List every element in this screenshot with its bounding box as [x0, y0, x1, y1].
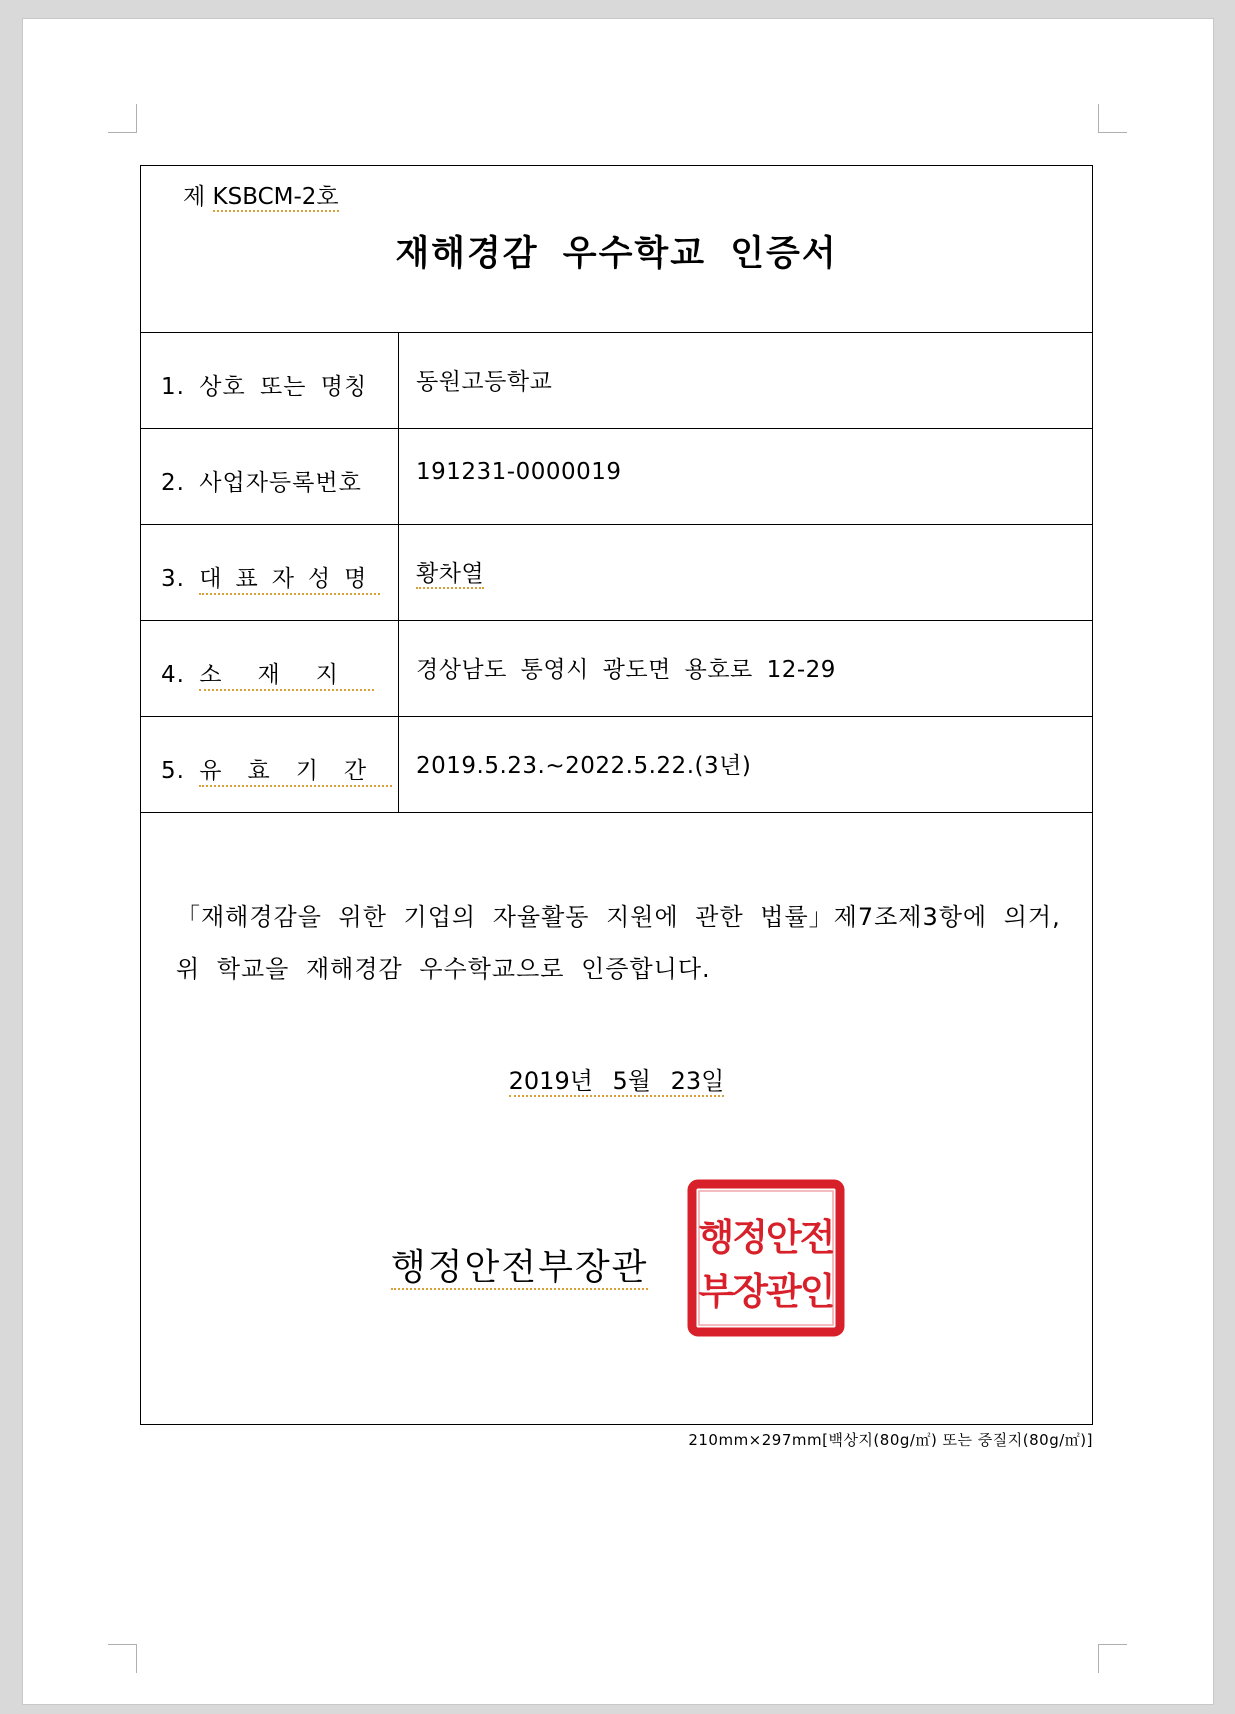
certificate-frame: [140, 165, 1093, 1425]
field-label-number: 5.: [161, 758, 185, 784]
field-row-registration: [141, 429, 1092, 525]
certificate-title: 재해경감 우수학교 인증서: [395, 234, 838, 274]
certificate-serial: [183, 178, 339, 211]
seal-text-bottom: 부장관인: [698, 1270, 834, 1313]
field-label-text: 유효기간: [199, 752, 392, 787]
field-row-name: [141, 333, 1092, 429]
crop-mark-top-right: [1098, 104, 1127, 133]
serial-number: KSBCM-2호: [212, 184, 339, 210]
issue-date: [141, 1061, 1092, 1096]
field-value: 경상남도 통영시 광도면 용호로 12-29: [416, 657, 836, 683]
field-value: 2019.5.23.~2022.5.22.(3년): [416, 753, 752, 779]
field-label-text: 대표자성명: [199, 560, 380, 595]
field-label: [141, 621, 399, 716]
field-label: [141, 429, 399, 524]
official-seal-icon: [686, 1178, 846, 1338]
field-value: 191231-0000019: [416, 459, 622, 485]
field-label: 1. 상호 또는 명칭: [141, 333, 399, 428]
field-label-text: 소재지: [199, 656, 374, 691]
issuer-name: 행정안전부장관: [391, 1247, 649, 1288]
field-value-wrap: [416, 555, 484, 588]
field-label-number: 3.: [161, 566, 185, 592]
crop-mark-top-left: [108, 104, 137, 133]
field-label-text: 사업자등록번호: [199, 470, 362, 496]
statement-line-1: 「재해경감을 위한 기업의 자율활동 지원에 관한 법률」제7조제3항에 의거,: [176, 903, 1061, 931]
certificate-header: [141, 166, 1092, 333]
field-value: 동원고등학교: [416, 369, 553, 395]
field-row-representative: [141, 525, 1092, 621]
certification-statement: [176, 891, 1076, 995]
issuer-title: [391, 1239, 648, 1290]
field-row-address: [141, 621, 1092, 717]
crop-mark-bottom-right: [1098, 1644, 1127, 1673]
field-label: [141, 525, 399, 620]
field-row-validity: [141, 717, 1092, 813]
field-label-number: 4.: [161, 662, 185, 688]
issue-date-text: 2019년 5월 23일: [508, 1067, 725, 1095]
seal-text-top: 행정안전: [698, 1216, 834, 1259]
field-value: 황차열: [416, 561, 485, 587]
serial-prefix: 제: [183, 184, 206, 210]
field-label-number: 2.: [161, 470, 185, 496]
certificate-fields: [141, 333, 1092, 813]
statement-line-2: 위 학교을 재해경감 우수학교으로 인증합니다.: [176, 955, 711, 983]
field-label: [141, 717, 399, 812]
crop-mark-bottom-left: [108, 1644, 137, 1673]
paper-spec-footnote: 210mm×297mm[백상지(80g/㎡) 또는 중질지(80g/㎡)]: [688, 1431, 1093, 1449]
